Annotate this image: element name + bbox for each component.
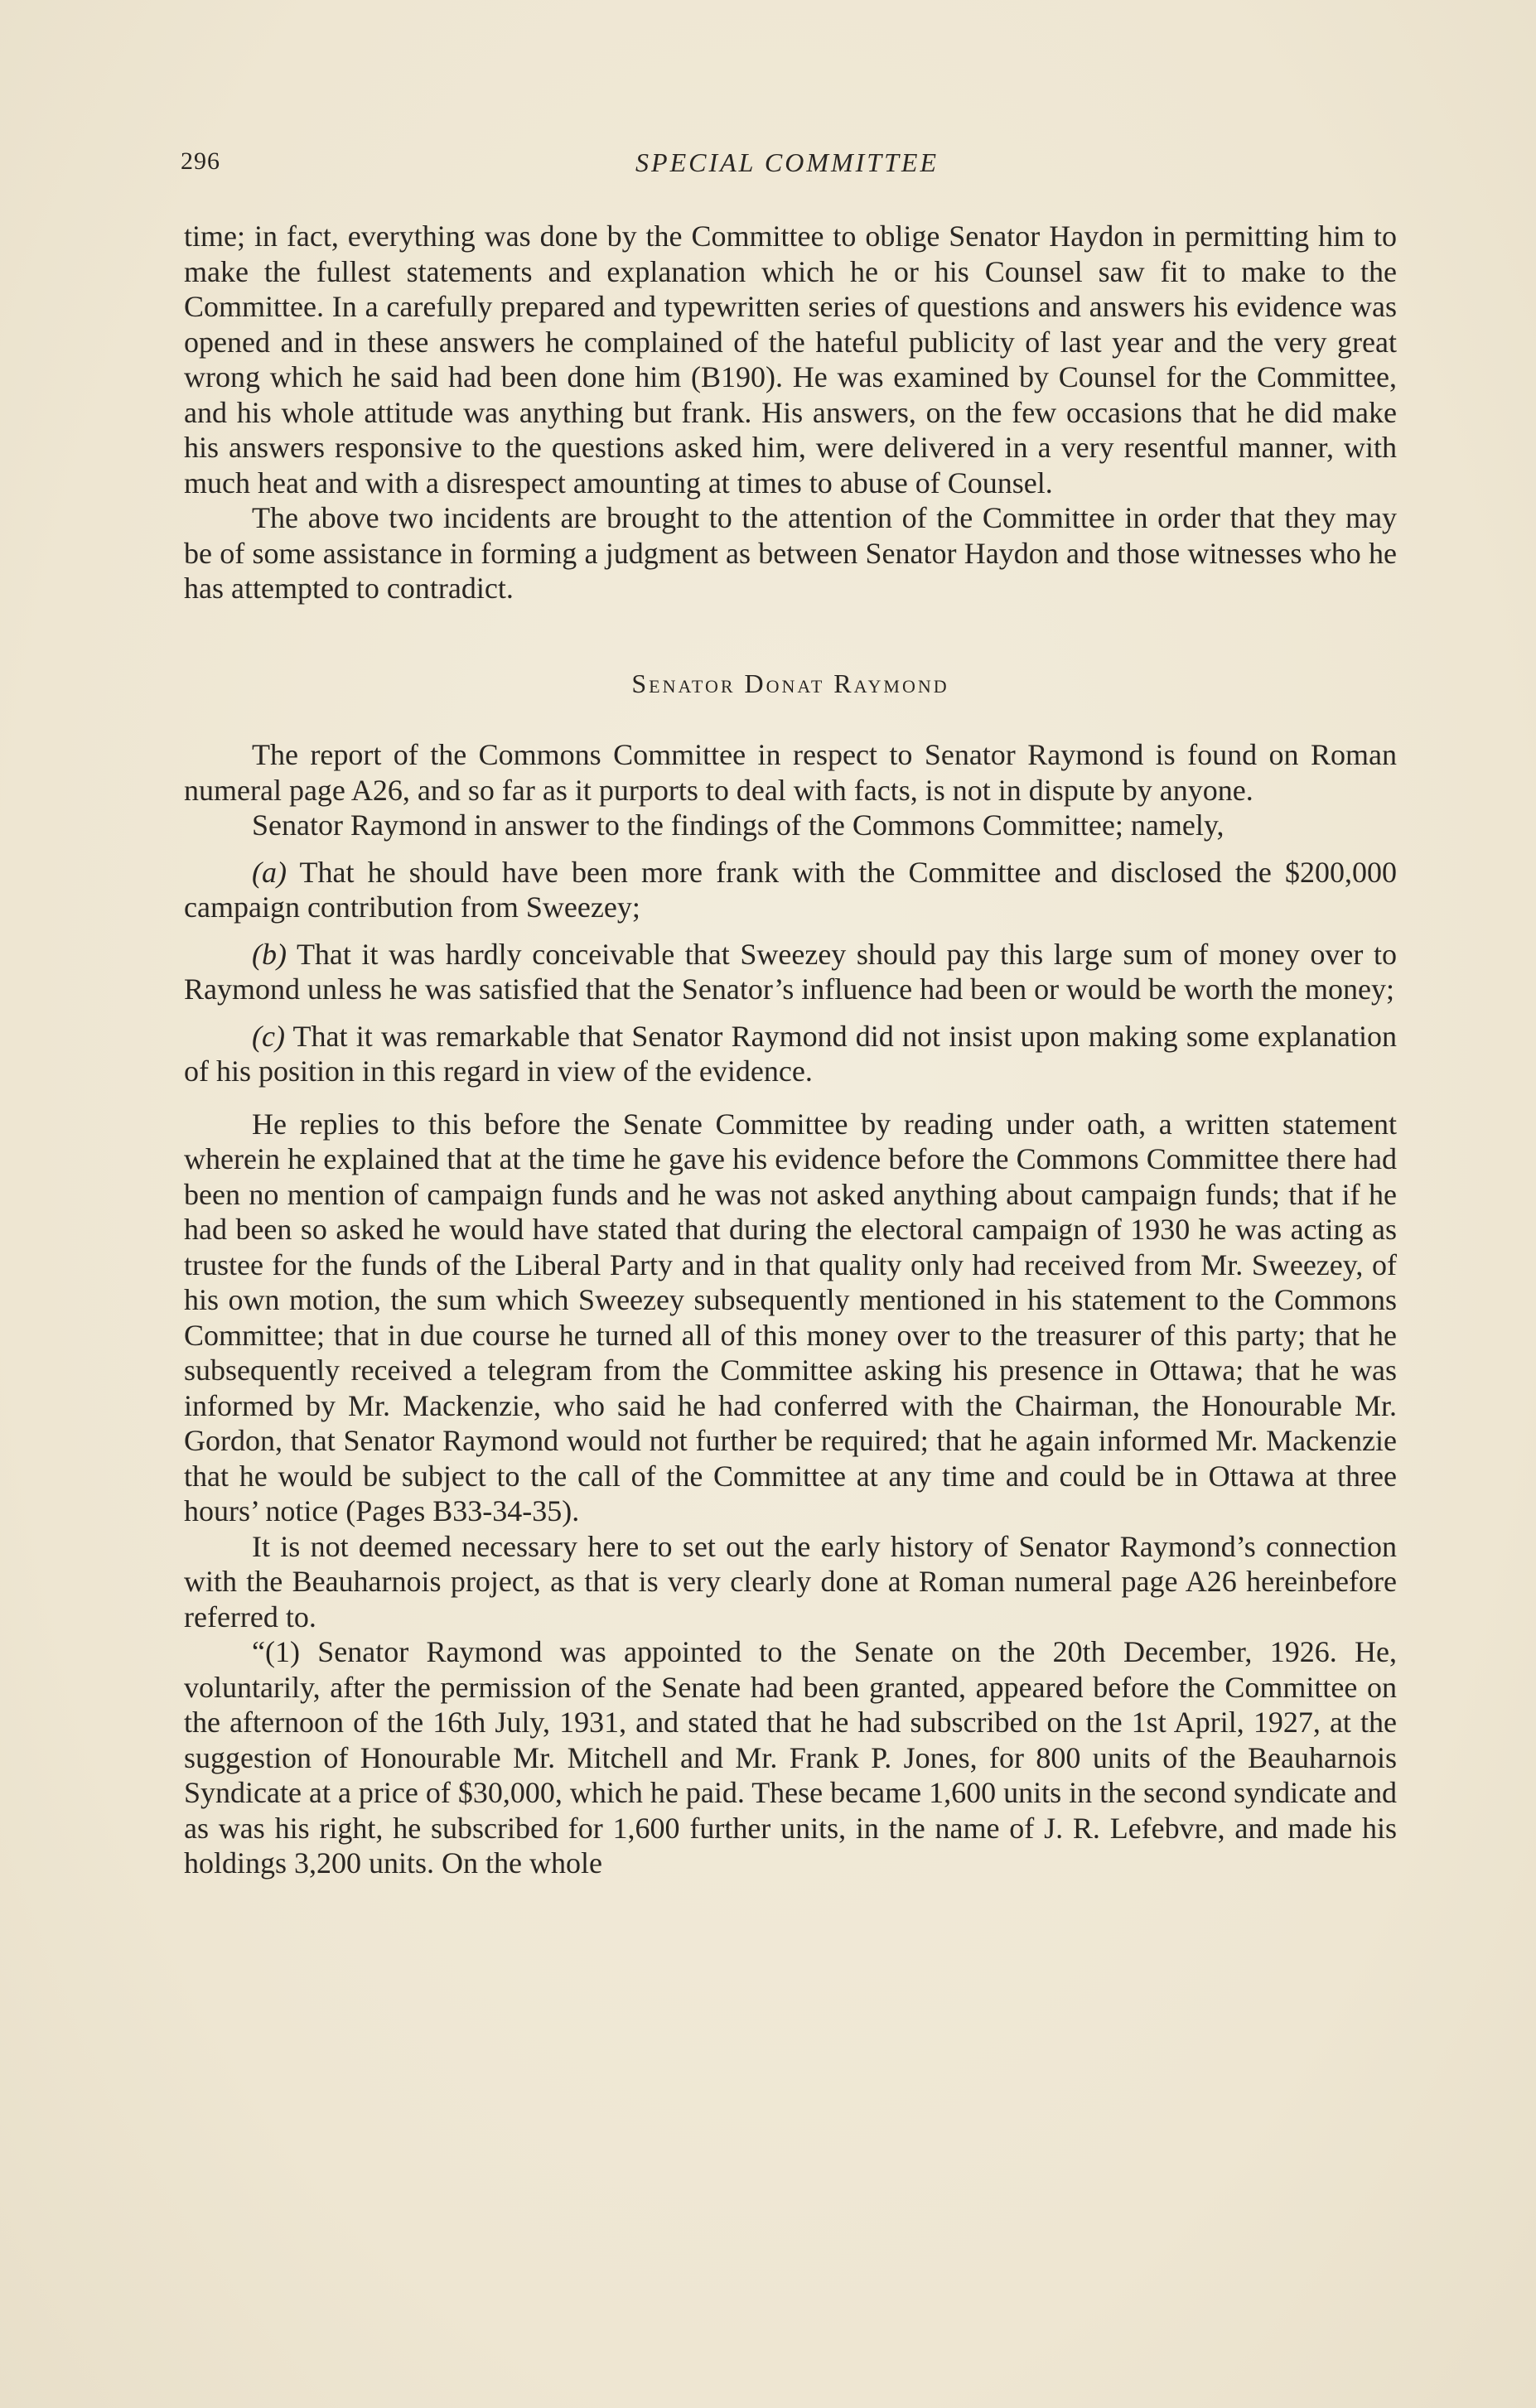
- finding-item: [184, 1019, 1397, 1089]
- paragraph: The report of the Commons Committee in respect to Senator Raymond is found on Roman numeral page A26, and so far as it purports to deal with facts, is not in dispute by anyone.: [184, 738, 1397, 807]
- paragraph: He replies to this before the Senate Committee by reading under oath, a written statement wherein he explained that at the time he gave his evidence before the Commons Committee there had been no mention of campaign funds and he was not asked anything about campaign funds; that if he had been so asked he would have stated that during the electoral campaign of 1930 he was acting as trustee for the funds of the Liberal Party and in that quality only had received from Mr. Sweezey, of his own motion, the sum which Sweezey subsequently mentioned in his statement to the Commons Committee; that in due course he turned all of this money over to the treasurer of this party; that he subsequently received a telegram from the Committee asking his presence in Ottawa; that he was informed by Mr. Mackenzie, who said he had conferred with the Chairman, the Honourable Mr. Gordon, that Senator Raymond would not further be required; that he again informed Mr. Mackenzie that he would be subject to the call of the Committee at any time and could be in Ottawa at three hours’ notice (Pages B33-34-35).: [184, 1107, 1397, 1527]
- page-body: [184, 219, 1397, 1881]
- finding-label: (a): [252, 855, 287, 889]
- finding-item: [184, 855, 1397, 925]
- finding-label: (c): [252, 1019, 285, 1053]
- finding-item: [184, 937, 1397, 1007]
- page-number: 296: [181, 147, 220, 175]
- finding-text: That he should have been more frank with the Committee and disclosed the $200,000 campaign contribution from Sweezey;: [184, 855, 1397, 924]
- finding-label: (b): [252, 937, 287, 971]
- paragraph: It is not deemed necessary here to set out the early history of Senator Raymond’s connection with the Beauharnois project, as that is very clearly done at Roman numeral page A26 hereinbefore referred to.: [184, 1529, 1397, 1633]
- section-heading: Senator Donat Raymond: [631, 668, 949, 698]
- paragraph: The above two incidents are brought to the attention of the Committee in order that they may be of some assistance in forming a judgment as between Senator Haydon and those witnesses who he has attempted to contradict.: [184, 501, 1397, 605]
- paragraph-continued: time; in fact, everything was done by the Committee to oblige Senator Haydon in permitting him to make the fullest statements and explanation which he or his Counsel saw fit to make to the Committee. In a carefully prepared and typewritten series of questions and answers his evidence was opened and in these answers he complained of the hateful publicity of last year and the very great wrong which he said had been done him (B190). He was examined by Counsel for the Committee, and his whole attitude was anything but frank. His answers, on the few occasions that he did make his answers responsive to the questions asked him, were delivered in a very resentful manner, with much heat and with a disrespect amounting at times to abuse of Counsel.: [184, 220, 1397, 499]
- page-header: [181, 147, 1394, 189]
- finding-text: That it was hardly conceivable that Sweezey should pay this large sum of money over to Raymond unless he was satisfied that the Senator’s influence had been or would be worth the money;: [184, 937, 1397, 1006]
- paragraph: “(1) Senator Raymond was appointed to the Senate on the 20th December, 1926. He, voluntarily, after the permission of the Senate had been granted, appeared before the Committee on the afternoon of the 16th July, 1931, and stated that he had subscribed on the 1st April, 1927, at the suggestion of Honourable Mr. Mitchell and Mr. Frank P. Jones, for 800 units of the Beauharnois Syndicate at a price of $30,000, which he paid. These became 1,600 units in the second syndicate and as was his right, he subscribed for 1,600 further units, in the name of J. R. Lefebvre, and made his holdings 3,200 units. On the whole: [184, 1635, 1397, 1880]
- finding-text: That it was remarkable that Senator Raymond did not insist upon making some explanation of his position in this regard in view of the evidence.: [184, 1019, 1397, 1088]
- running-head: SPECIAL COMMITTEE: [635, 147, 939, 177]
- paragraph: Senator Raymond in answer to the findings of the Commons Committee; namely,: [252, 808, 1224, 842]
